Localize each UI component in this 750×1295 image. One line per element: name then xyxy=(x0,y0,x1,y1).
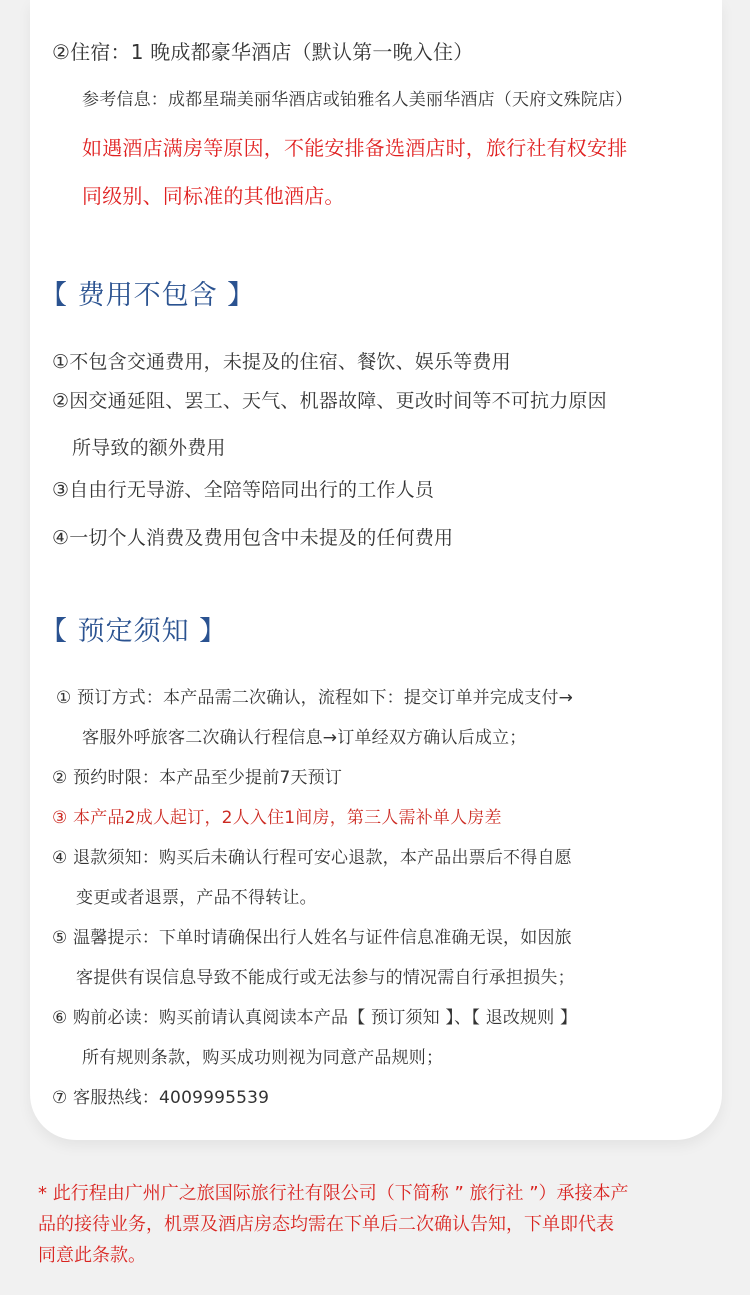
hotel-warning-line-2: 同级别、同标准的其他酒店。 xyxy=(82,184,345,208)
exclusion-item: ②因交通延阻、罢工、天气、机器故障、更改时间等不可抗力原因 xyxy=(52,390,607,412)
exclusion-item: ①不包含交通费用，未提及的住宿、餐饮、娱乐等费用 xyxy=(52,351,511,373)
exclusion-item: ④一切个人消费及费用包含中未提及的任何费用 xyxy=(52,527,454,549)
disclaimer-line: 同意此条款。 xyxy=(38,1245,146,1266)
exclusion-item-continued: 所导致的额外费用 xyxy=(72,437,226,459)
disclaimer-line: * 此行程由广州广之旅国际旅行社有限公司（下简称 ” 旅行社 ”）承接本产 xyxy=(38,1183,629,1204)
disclaimer-line: 品的接待业务，机票及酒店房态均需在下单后二次确认告知，下单即代表 xyxy=(38,1214,614,1235)
booking-heading: 【 预定须知 】 xyxy=(40,616,228,647)
info-card xyxy=(30,0,722,1140)
disclaimer xyxy=(38,1178,718,1271)
booking-line: ④ 退款须知：购买后未确认行程可安心退款，本产品出票后不得自愿 xyxy=(52,848,572,868)
booking-line: 变更或者退票，产品不得转让。 xyxy=(76,888,317,908)
booking-line: ⑤ 温馨提示：下单时请确保出行人姓名与证件信息准确无误，如因旅 xyxy=(52,928,572,948)
booking-line: 客服外呼旅客二次确认行程信息→订单经双方确认后成立； xyxy=(82,728,527,748)
exclusion-item: ③自由行无导游、全陪等陪同出行的工作人员 xyxy=(52,479,435,501)
booking-line: 客提供有误信息导致不能成行或无法参与的情况需自行承担损失； xyxy=(76,968,575,988)
hotel-warning-line-1: 如遇酒店满房等原因，不能安排备选酒店时，旅行社有权安排 xyxy=(82,136,628,160)
exclusions-heading: 【 费用不包含 】 xyxy=(40,280,256,311)
booking-line: ① 预订方式：本产品需二次确认，流程如下：提交订单并完成支付→ xyxy=(56,688,574,708)
customer-hotline: ⑦ 客服热线：4009995539 xyxy=(52,1088,270,1108)
booking-line: ② 预约时限：本产品至少提前7天预订 xyxy=(52,768,343,788)
booking-line-highlight: ③ 本产品2成人起订，2人入住1间房，第三人需补单人房差 xyxy=(52,808,502,828)
booking-line: 所有规则条款，购买成功则视为同意产品规则； xyxy=(82,1048,444,1068)
hotel-reference: 参考信息：成都星瑞美丽华酒店或铂雅名人美丽华酒店（天府文殊院店） xyxy=(82,90,633,110)
booking-line: ⑥ 购前必读：购买前请认真阅读本产品【 预订须知 】、【 退改规则 】 xyxy=(52,1008,578,1028)
hotel-info: ②住宿：1 晚成都豪华酒店（默认第一晚入住） xyxy=(52,40,474,64)
